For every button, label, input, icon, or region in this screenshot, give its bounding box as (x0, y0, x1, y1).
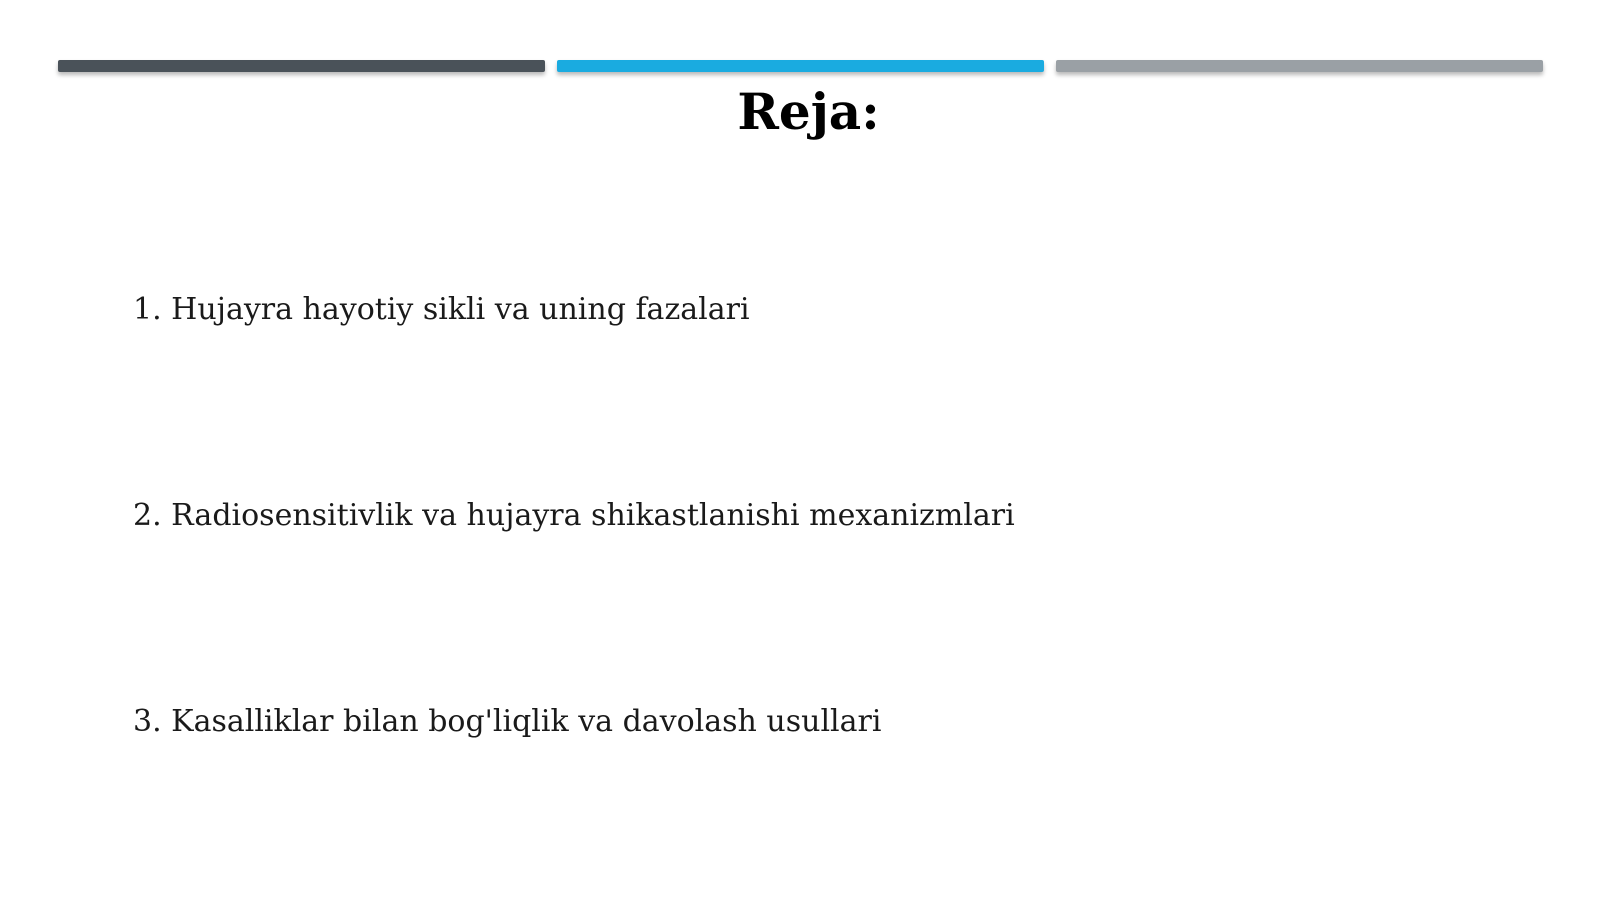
accent-bar-blue (557, 60, 1044, 72)
accent-bar-dark (58, 60, 545, 72)
accent-bar-gray (1056, 60, 1543, 72)
slide-title: Reja: (737, 82, 880, 141)
plan-item-1: 1. Hujayra hayotiy sikli va uning fazalari (133, 292, 750, 327)
plan-item-3: 3. Kasalliklar bilan bog'liqlik va davolash usullari (133, 704, 882, 739)
plan-item-2: 2. Radiosensitivlik va hujayra shikastlanishi mexanizmlari (133, 498, 1015, 533)
